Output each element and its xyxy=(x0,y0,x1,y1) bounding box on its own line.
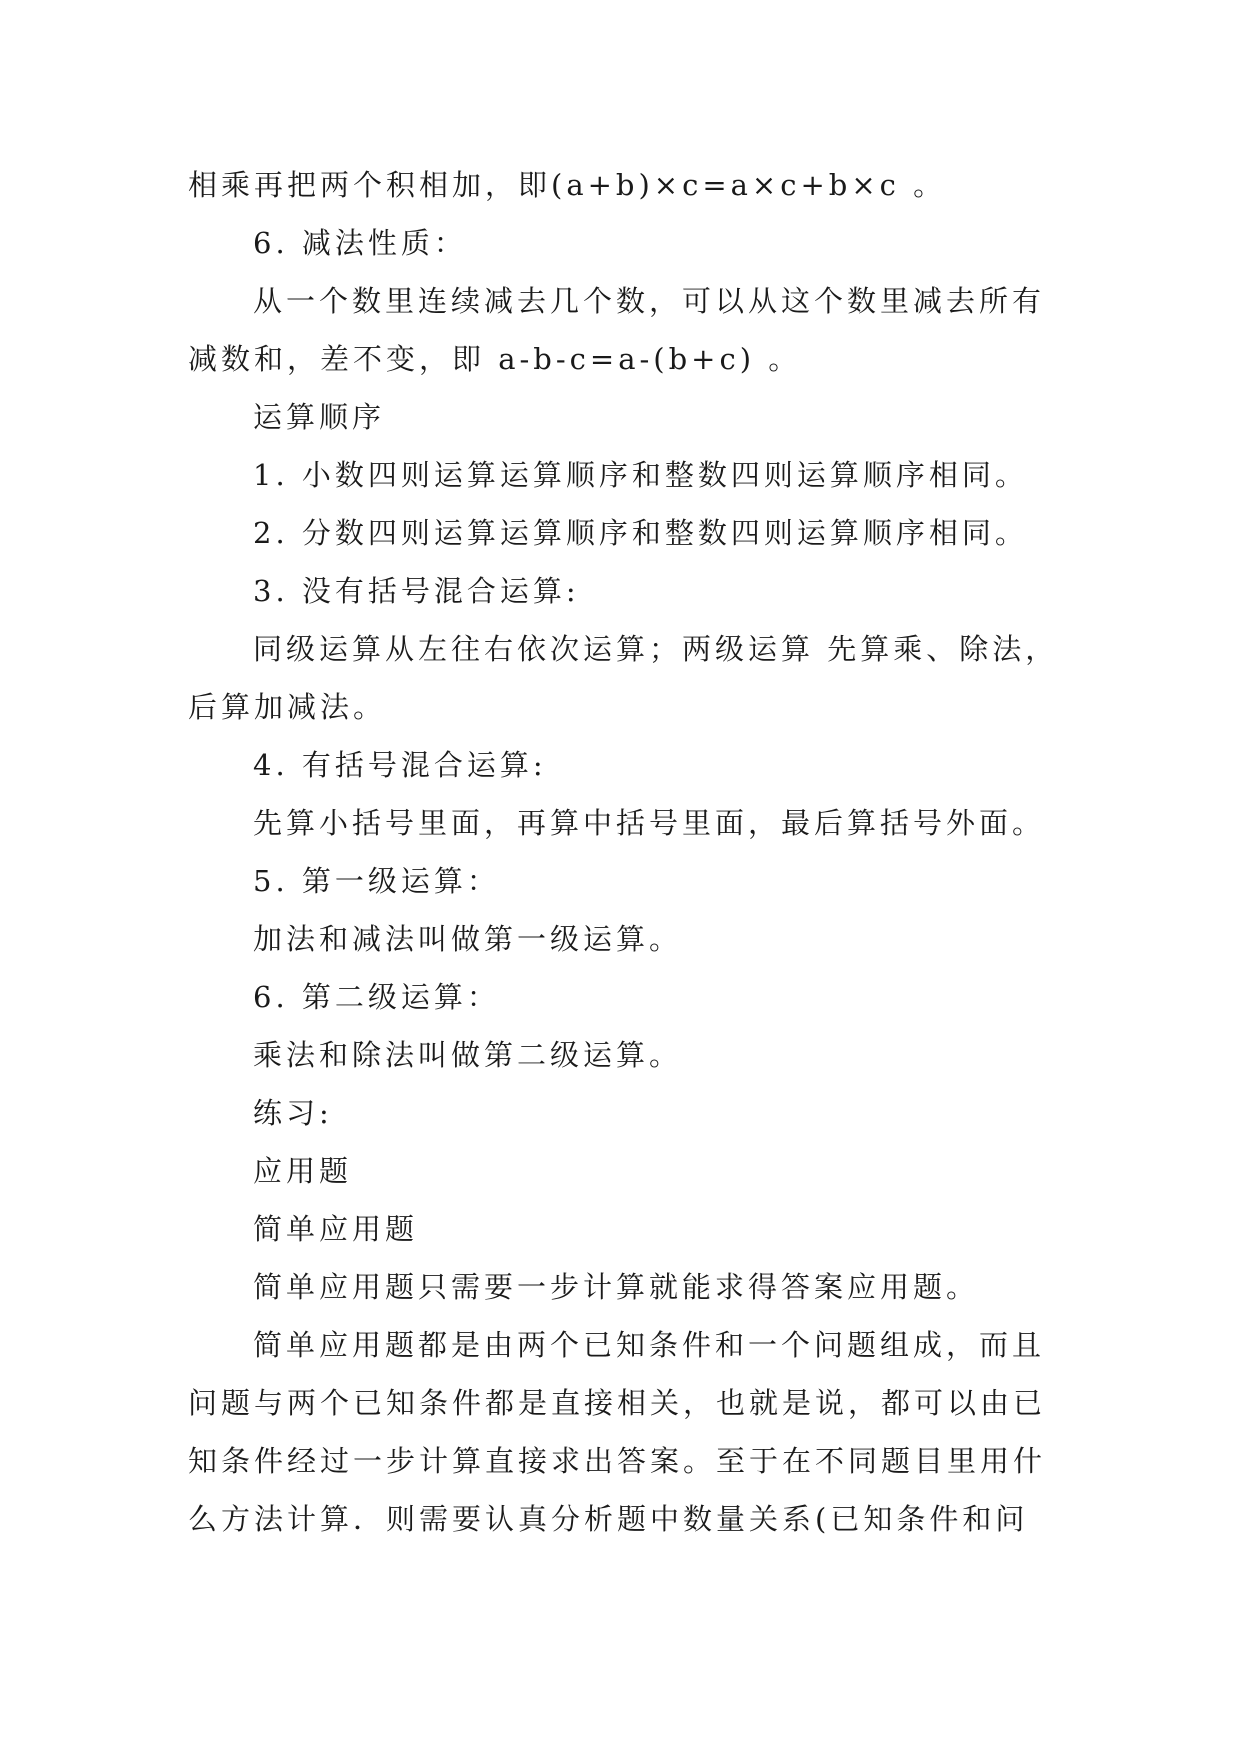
text-line: 相乘再把两个积相加，即(a+b)×c=a×c+b×c 。 xyxy=(188,168,947,202)
text-line: 3. 没有括号混合运算: xyxy=(253,574,580,608)
text-line: 2. 分数四则运算运算顺序和整数四则运算顺序相同。 xyxy=(253,516,1028,550)
text-line: 问题与两个已知条件都是直接相关，也就是说，都可以由已 xyxy=(188,1386,1047,1420)
text-line: 加法和减法叫做第一级运算。 xyxy=(253,922,683,956)
section-heading: 应用题 xyxy=(253,1154,353,1188)
text-line: 知条件经过一步计算直接求出答案。至于在不同题目里用什 xyxy=(188,1444,1047,1478)
text-line: 后算加减法。 xyxy=(188,690,387,724)
text-line: 从一个数里连续减去几个数，可以从这个数里减去所有 xyxy=(253,284,1046,318)
text-line: 6. 减法性质： xyxy=(253,226,467,260)
text-line: 4. 有括号混合运算: xyxy=(253,748,547,782)
section-heading: 运算顺序 xyxy=(253,400,386,434)
text-line: 6. 第二级运算： xyxy=(253,980,500,1014)
text-line: 乘法和除法叫做第二级运算。 xyxy=(253,1038,683,1072)
text-line: 简单应用题只需要一步计算就能求得答案应用题。 xyxy=(253,1270,980,1304)
text-line: 1. 小数四则运算运算顺序和整数四则运算顺序相同。 xyxy=(253,458,1028,492)
text-line: 同级运算从左往右依次运算；两级运算 先算乘、除法， xyxy=(253,632,1059,666)
text-line: 5. 第一级运算： xyxy=(253,864,500,898)
text-line: 练习: xyxy=(253,1096,333,1130)
section-heading: 简单应用题 xyxy=(253,1212,419,1246)
text-line: 先算小括号里面，再算中括号里面，最后算括号外面。 xyxy=(253,806,1046,840)
text-line: 减数和，差不变，即 a-b-c=a-(b+c) 。 xyxy=(188,342,802,376)
text-line: 简单应用题都是由两个已知条件和一个问题组成，而且 xyxy=(253,1328,1046,1362)
text-line: 么方法计算．则需要认真分析题中数量关系(已知条件和问 xyxy=(188,1502,1029,1536)
